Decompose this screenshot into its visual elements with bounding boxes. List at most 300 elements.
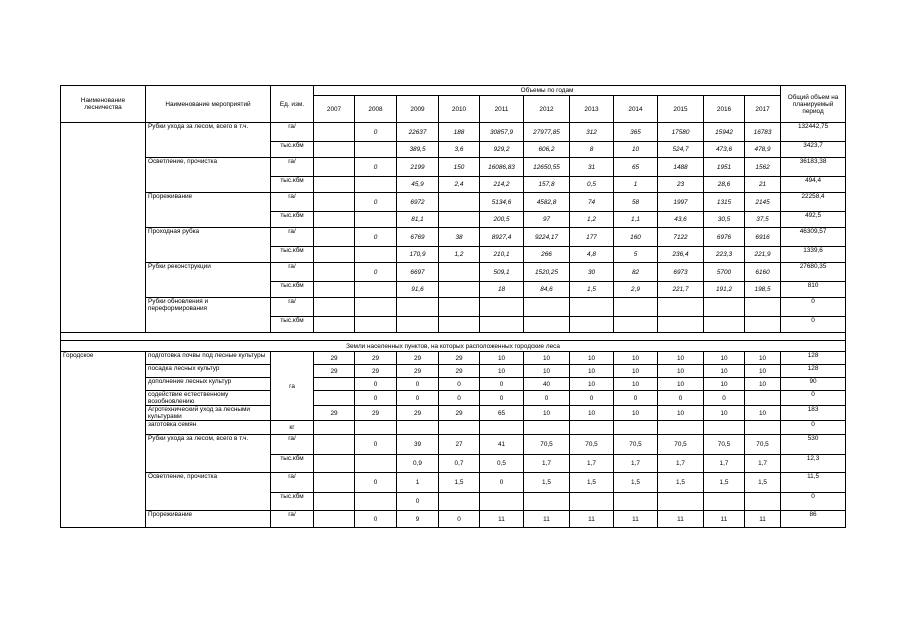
value-cell [355,493,397,511]
value-cell: 0 [355,228,397,247]
table-row [61,228,846,247]
value-cell: 10 [570,406,614,421]
value-cell: 27 [439,435,480,455]
value-cell: 43,6 [658,212,704,228]
unit-cell: га [271,352,314,421]
value-cell: 10 [745,378,781,391]
value-cell: 29 [397,352,439,365]
activity-cell: Рубки ухода за лесом, всего в т.ч. [146,123,271,158]
value-cell: 10 [570,365,614,378]
value-cell: 15942 [704,123,745,142]
value-cell: 29 [355,365,397,378]
value-cell: 10 [658,378,704,391]
value-cell [314,493,355,511]
value-cell: 82 [614,263,658,282]
value-cell [314,317,355,333]
value-cell: 266 [524,247,570,263]
total-cell: 0 [781,298,846,317]
unit-cell: тыс.кбм [271,282,314,298]
table-row [61,391,846,406]
year-header-cell: 2017 [745,96,781,123]
value-cell: 10 [480,352,524,365]
value-cell: 0 [397,378,439,391]
value-cell: 10 [704,365,745,378]
value-cell: 1488 [658,158,704,177]
value-cell: 389,5 [397,142,439,158]
value-cell [570,298,614,317]
value-cell: 0 [570,391,614,406]
value-cell: 70,5 [658,435,704,455]
value-cell: 1520,25 [524,263,570,282]
value-cell [439,317,480,333]
value-cell [439,212,480,228]
value-cell: 7122 [658,228,704,247]
value-cell: 1,7 [614,455,658,473]
value-cell: 0 [355,435,397,455]
value-cell: 65 [480,406,524,421]
value-cell: 0 [397,493,439,511]
value-cell: 10 [745,365,781,378]
value-cell: 2,4 [439,177,480,193]
value-cell: 312 [570,123,614,142]
total-cell: 530 [781,435,846,455]
value-cell: 29 [439,406,480,421]
value-cell: 0 [704,391,745,406]
value-cell: 6973 [658,263,704,282]
value-cell [439,282,480,298]
value-cell: 8927,4 [480,228,524,247]
value-cell [355,421,397,435]
unit-cell: кг [271,421,314,435]
activity-cell: Осветление, прочистка [146,158,271,193]
value-cell: 41 [480,435,524,455]
value-cell: 236,4 [658,247,704,263]
value-cell: 10 [658,365,704,378]
value-cell: 81,1 [397,212,439,228]
value-cell: 1,7 [658,455,704,473]
value-cell: 18 [480,282,524,298]
value-cell: 200,5 [480,212,524,228]
value-cell: 10 [614,142,658,158]
value-cell: 160 [614,228,658,247]
value-cell [314,391,355,406]
value-cell: 1,7 [745,455,781,473]
total-cell: 3423,7 [781,142,846,158]
header-forestry: Наименование лесничества [61,86,146,123]
value-cell: 10 [480,365,524,378]
value-cell: 70,5 [524,435,570,455]
value-cell: 10 [524,406,570,421]
value-cell: 0 [439,391,480,406]
value-cell: 22637 [397,123,439,142]
value-cell: 30,5 [704,212,745,228]
value-cell: 10 [614,406,658,421]
total-cell: 1339,6 [781,247,846,263]
activity-cell: содействие естественному возобновлению [146,391,271,406]
value-cell: 9224,17 [524,228,570,247]
table-row [61,263,846,282]
value-cell: 223,3 [704,247,745,263]
table-row [61,193,846,212]
table-row [61,435,846,455]
unit-cell: га/ [271,298,314,317]
value-cell: 16783 [745,123,781,142]
value-cell: 150 [439,158,480,177]
activity-cell: дополнение лесных культур [146,378,271,391]
year-header-cell: 2008 [355,96,397,123]
value-cell: 5134,6 [480,193,524,212]
header-volumes-by-year: Объемы по годам [314,86,781,96]
value-cell: 177 [570,228,614,247]
value-cell: 39 [397,435,439,455]
table-row [61,378,846,391]
value-cell [355,247,397,263]
value-cell: 1,5 [570,473,614,493]
value-cell: 38 [439,228,480,247]
value-cell: 214,2 [480,177,524,193]
value-cell [570,493,614,511]
value-cell: 29 [314,352,355,365]
value-cell: 365 [614,123,658,142]
activity-cell: Агротехнический уход за лесными культурами [146,406,271,421]
year-header-cell: 2013 [570,96,614,123]
value-cell: 0 [439,378,480,391]
value-cell: 27977,85 [524,123,570,142]
value-cell [314,193,355,212]
unit-cell: тыс.кбм [271,455,314,473]
activity-cell: заготовка семян [146,421,271,435]
value-cell: 29 [355,352,397,365]
total-cell: 27680,35 [781,263,846,282]
value-cell: 17580 [658,123,704,142]
value-cell: 0 [355,193,397,212]
year-header-cell: 2007 [314,96,355,123]
value-cell [745,493,781,511]
value-cell: 10 [704,352,745,365]
value-cell: 0,5 [570,177,614,193]
value-cell: 0 [397,391,439,406]
value-cell: 5 [614,247,658,263]
value-cell: 10 [704,378,745,391]
value-cell [439,298,480,317]
total-cell: 0 [781,317,846,333]
value-cell [745,298,781,317]
total-cell: 494,4 [781,177,846,193]
table-row [61,421,846,435]
value-cell: 1,2 [439,247,480,263]
value-cell: 191,2 [704,282,745,298]
value-cell: 0 [658,391,704,406]
value-cell: 84,6 [524,282,570,298]
value-cell: 1,7 [704,455,745,473]
value-cell: 6160 [745,263,781,282]
value-cell: 0 [439,511,480,528]
value-cell: 6916 [745,228,781,247]
value-cell [614,493,658,511]
total-cell: 11,5 [781,473,846,493]
forestry-cell [61,123,146,333]
unit-cell: га/ [271,228,314,247]
value-cell [439,421,480,435]
value-cell: 2,9 [614,282,658,298]
value-cell: 473,6 [704,142,745,158]
value-cell: 4,8 [570,247,614,263]
value-cell [704,317,745,333]
spacer-row [61,333,846,341]
unit-cell: га/ [271,158,314,177]
table-row [61,123,846,142]
value-cell [570,317,614,333]
value-cell: 30 [570,263,614,282]
unit-cell: тыс.кбм [271,142,314,158]
value-cell: 1,5 [658,473,704,493]
value-cell [314,247,355,263]
year-header-cell: 2009 [397,96,439,123]
value-cell: 170,9 [397,247,439,263]
value-cell: 11 [658,511,704,528]
value-cell: 70,5 [570,435,614,455]
value-cell: 11 [745,511,781,528]
activity-cell: Рубки реконструкции [146,263,271,298]
value-cell: 0 [355,511,397,528]
value-cell: 0 [355,391,397,406]
value-cell [524,493,570,511]
activity-cell: Прореживание [146,511,271,528]
unit-cell: га/ [271,435,314,455]
value-cell: 97 [524,212,570,228]
value-cell [314,473,355,493]
total-cell: 0 [781,421,846,435]
unit-cell: га/ [271,511,314,528]
section-title: Земли населенных пунктов, на которых расположенных городские леса [61,341,846,352]
activity-cell: Прореживание [146,193,271,228]
table-row [61,406,846,421]
value-cell: 11 [614,511,658,528]
value-cell: 10 [658,406,704,421]
value-cell: 1,5 [704,473,745,493]
activity-cell: Рубки обновления и переформирования [146,298,271,333]
value-cell: 210,1 [480,247,524,263]
value-cell [314,158,355,177]
activity-cell: Осветление, прочистка [146,473,271,511]
value-cell [480,317,524,333]
value-cell: 1,1 [614,212,658,228]
value-cell: 10 [524,365,570,378]
value-cell: 11 [480,511,524,528]
value-cell: 6972 [397,193,439,212]
value-cell [658,317,704,333]
value-cell: 157,8 [524,177,570,193]
forestry-plan-table [60,85,846,528]
value-cell: 0,9 [397,455,439,473]
total-cell: 22258,4 [781,193,846,212]
value-cell: 16086,83 [480,158,524,177]
unit-cell: га/ [271,123,314,142]
value-cell: 29 [355,406,397,421]
value-cell [397,317,439,333]
value-cell: 2199 [397,158,439,177]
year-header-cell: 2010 [439,96,480,123]
total-cell: 36183,38 [781,158,846,177]
value-cell: 29 [439,365,480,378]
value-cell: 10 [524,352,570,365]
year-header-cell: 2014 [614,96,658,123]
value-cell [524,298,570,317]
value-cell: 188 [439,123,480,142]
value-cell: 0 [614,391,658,406]
value-cell [314,511,355,528]
table-row [61,158,846,177]
header-activity: Наименование мероприятий [146,86,271,123]
value-cell [314,177,355,193]
value-cell [614,298,658,317]
total-cell: 128 [781,365,846,378]
value-cell: 1,5 [745,473,781,493]
value-cell: 10 [614,378,658,391]
activity-cell: Проходная рубка [146,228,271,263]
activity-cell: посадка лесных культур [146,365,271,378]
value-cell: 1,5 [570,282,614,298]
value-cell: 4582,8 [524,193,570,212]
value-cell [658,298,704,317]
value-cell: 221,9 [745,247,781,263]
value-cell: 0 [355,473,397,493]
total-cell: 86 [781,511,846,528]
value-cell: 58 [614,193,658,212]
value-cell: 929,2 [480,142,524,158]
unit-cell: тыс.кбм [271,177,314,193]
value-cell: 10 [570,378,614,391]
value-cell: 10 [570,352,614,365]
value-cell [439,263,480,282]
value-cell: 1951 [704,158,745,177]
year-header-cell: 2012 [524,96,570,123]
value-cell [355,282,397,298]
value-cell: 1562 [745,158,781,177]
value-cell: 10 [745,406,781,421]
value-cell [314,435,355,455]
value-cell [439,493,480,511]
value-cell: 0,7 [439,455,480,473]
value-cell: 0 [355,378,397,391]
value-cell [480,493,524,511]
value-cell [314,212,355,228]
value-cell: 91,6 [397,282,439,298]
value-cell [658,421,704,435]
value-cell: 23 [658,177,704,193]
value-cell [355,177,397,193]
value-cell [355,298,397,317]
value-cell: 11 [570,511,614,528]
value-cell: 11 [524,511,570,528]
value-cell: 65 [614,158,658,177]
value-cell: 21 [745,177,781,193]
value-cell: 0 [355,263,397,282]
value-cell: 40 [524,378,570,391]
value-cell: 5700 [704,263,745,282]
header-total: Общий объем на планируемый период [781,86,846,123]
value-cell: 8 [570,142,614,158]
value-cell [397,298,439,317]
unit-cell: тыс.кбм [271,317,314,333]
value-cell [745,421,781,435]
total-cell: 132442,75 [781,123,846,142]
value-cell: 31 [570,158,614,177]
value-cell [314,263,355,282]
value-cell: 1,5 [614,473,658,493]
table-row [61,352,846,365]
value-cell: 11 [704,511,745,528]
table-body [61,86,846,528]
value-cell: 29 [439,352,480,365]
value-cell: 2145 [745,193,781,212]
activity-cell: подготовка почвы под лесные культуры [146,352,271,365]
value-cell: 1,7 [570,455,614,473]
unit-cell: тыс.кбм [271,247,314,263]
value-cell [314,378,355,391]
header-row-top [61,86,846,96]
value-cell: 10 [614,352,658,365]
value-cell [524,317,570,333]
value-cell [704,493,745,511]
value-cell [614,317,658,333]
value-cell: 0,5 [480,455,524,473]
value-cell: 1,7 [524,455,570,473]
value-cell: 74 [570,193,614,212]
value-cell [745,391,781,406]
value-cell [355,317,397,333]
value-cell: 10 [658,352,704,365]
total-cell: 46309,57 [781,228,846,247]
value-cell [439,193,480,212]
unit-cell: га/ [271,263,314,282]
value-cell [314,142,355,158]
value-cell [355,212,397,228]
total-cell: 0 [781,391,846,406]
total-cell: 0 [781,493,846,511]
value-cell: 3,6 [439,142,480,158]
value-cell: 6769 [397,228,439,247]
value-cell [397,421,439,435]
value-cell [314,228,355,247]
value-cell: 10 [704,406,745,421]
value-cell: 221,7 [658,282,704,298]
value-cell [355,455,397,473]
value-cell: 29 [397,406,439,421]
unit-cell: тыс.кбм [271,493,314,511]
value-cell: 524,7 [658,142,704,158]
value-cell: 29 [397,365,439,378]
total-cell: 90 [781,378,846,391]
value-cell: 0 [480,391,524,406]
unit-cell: тыс.кбм [271,212,314,228]
value-cell: 6976 [704,228,745,247]
value-cell [658,493,704,511]
value-cell: 9 [397,511,439,528]
year-header-cell: 2015 [658,96,704,123]
value-cell: 509,1 [480,263,524,282]
spacer-cell [61,333,846,341]
value-cell: 1315 [704,193,745,212]
value-cell [480,421,524,435]
year-header-cell: 2011 [480,96,524,123]
value-cell [314,123,355,142]
total-cell: 810 [781,282,846,298]
forestry-cell: Городское [61,352,146,528]
unit-cell: га/ [271,473,314,493]
value-cell: 198,5 [745,282,781,298]
value-cell: 12650,55 [524,158,570,177]
